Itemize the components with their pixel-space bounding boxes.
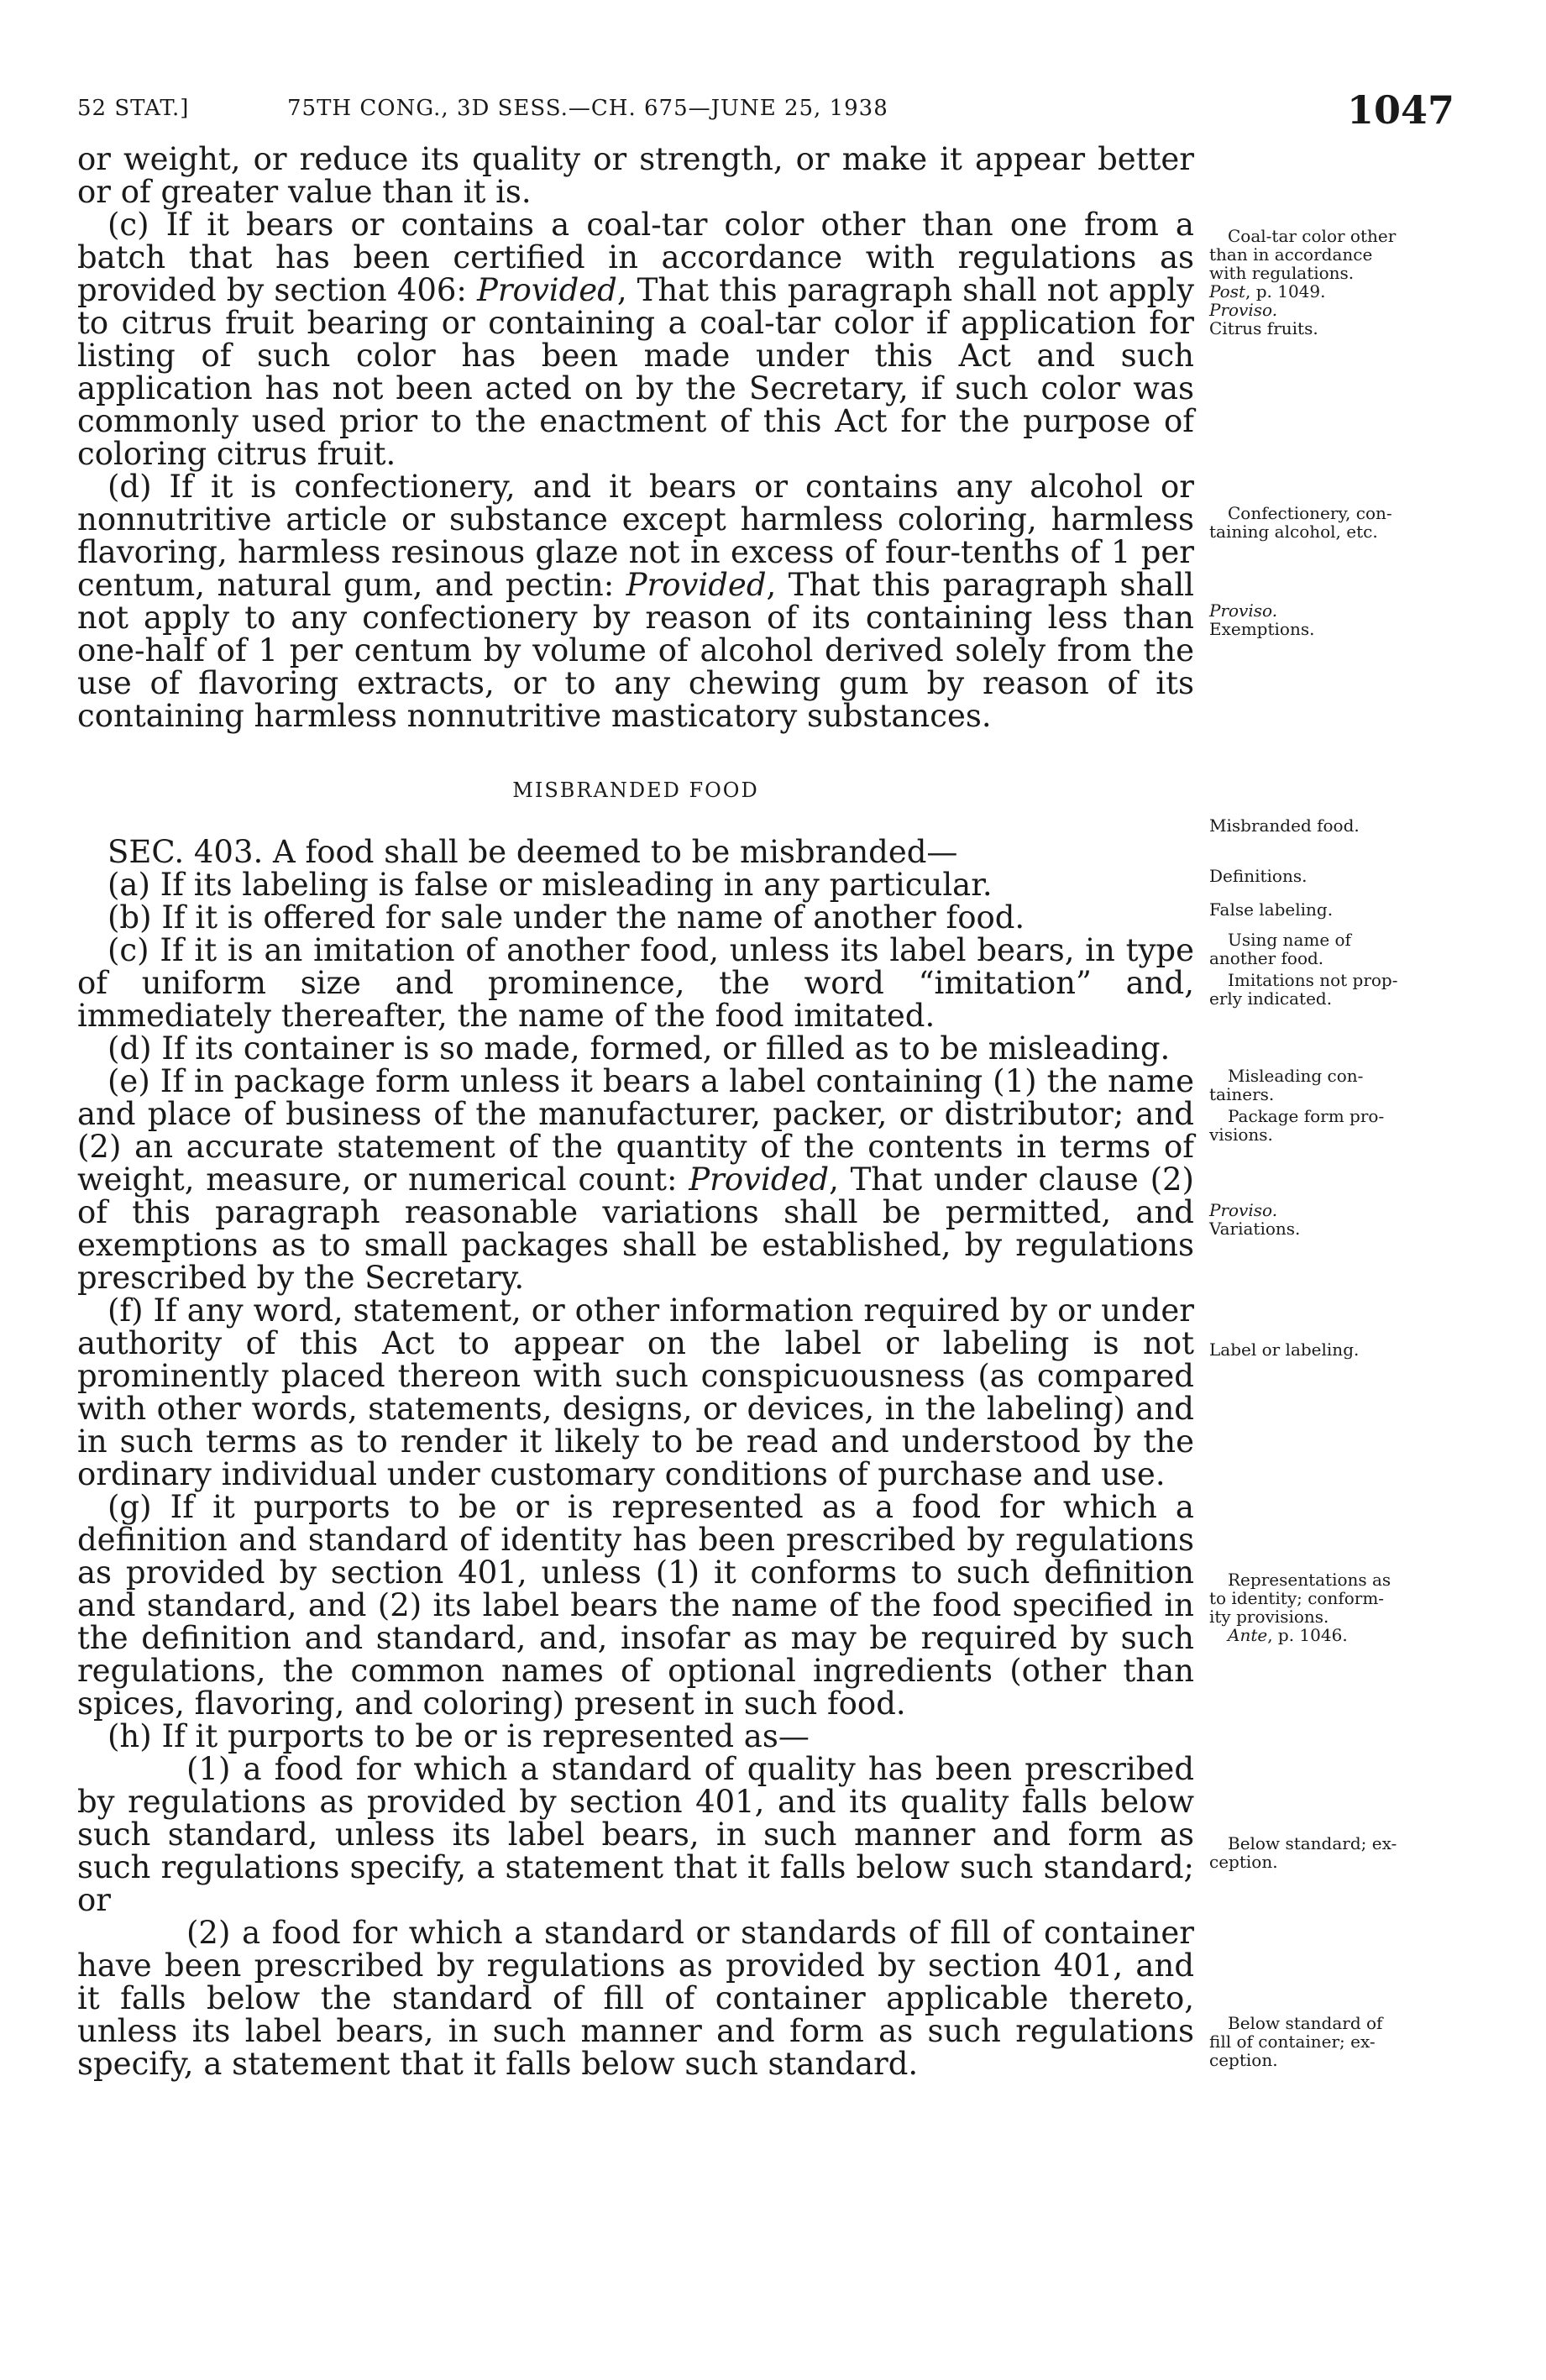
proviso-word: Provided [476, 272, 617, 308]
note-proviso-variations: Proviso. Variations. [1209, 1200, 1301, 1239]
main-text [77, 143, 1194, 2080]
paragraph-d-confectionery: (d) If it is confectionery, and it bears or contains any alcohol or nonnutritive article or substance except harmless coloring, harmless flavoring, harmless resinous glaze not in excess of four-tenths of 1 per centum, natural gum, and pectin: Provided, That this paragraph shall not apply to any confectionery by reason of its containing less than one-half of 1 per centum by volume of alcohol derived solely from the use of flavoring extracts, or to any chewing gum by reason of its containing harmless nonnutritive masticatory substances. [77, 469, 1194, 734]
note-representations: Representations as to identity; conform- ity provisions. Ante, p. 1046. [1209, 1570, 1391, 1645]
note-misleading-containers: Misleading con- tainers. [1209, 1066, 1364, 1104]
clause-d: (d) If its container is so made, formed, or filled as to be misleading. [107, 1030, 1171, 1067]
note-false-labeling: False labeling. [1209, 899, 1334, 920]
note-imitations: Imitations not prop- erly indicated. [1209, 970, 1398, 1009]
section-label: SEC. 403. [107, 834, 264, 870]
note-proviso-exemptions: Proviso. Exemptions. [1209, 600, 1315, 639]
note-below-standard-fill: Below standard of fill of container; ex- ception. [1209, 2013, 1383, 2070]
paragraph-c-coal-tar: (c) If it bears or contains a coal-tar color other than one from a batch that has been certified in accordance with regulations as provided by section 406: Provided, That this paragraph shall not apply to citrus fruit bearing or containing a coal-tar color if application for listing of such color has been made under this Act and such application has not been acted on by the Secretary, if such color was commonly used prior to the enactment of this Act for the purpose of coloring citrus fruit. [77, 207, 1195, 472]
running-header [77, 87, 1454, 138]
cross-reference: Post [1209, 281, 1245, 301]
clause-h-1: (1) a food for which a standard of quality has been prescribed by regulations as provided by section 401, and its quality falls below such standard, unless its label bears, in such manner and form as such regulations specify, a statement that it falls below such standard; or [77, 1751, 1194, 1918]
clause-h: (h) If it purports to be or is represented as— [107, 1718, 810, 1754]
section-403-intro: SEC. 403. A food shall be deemed to be misbranded— [107, 834, 958, 870]
cross-reference: Ante [1228, 1625, 1268, 1645]
paragraph-continuation: or weight, or reduce its quality or strength, or make it appear better or of greater value than it is. [77, 141, 1194, 210]
session-chapter-date: 75TH CONG., 3D SESS.—CH. 675—JUNE 25, 1938 [287, 96, 888, 121]
page-number: 1047 [1346, 87, 1454, 133]
clause-e: (e) If in package form unless it bears a label containing (1) the name and place of business of the manufacturer, packer, or distributor; and (2) an accurate statement of the quantity of the contents in terms of weight, measure, or numerical count: Provided, That under clause (2) of this paragraph reasonable variations shall be permitted, and exemptions as to small packages shall be established, by regulations prescribed by the Secretary. [77, 1063, 1194, 1296]
clause-f: (f) If any word, statement, or other information required by or under authority of this Act to appear on the label or labeling is not prominently placed thereon with such conspicuousness (as compared with other words, statements, designs, or devices, in the labeling) and in such terms as to render it likely to be read and understood by the ordinary individual under customary conditions of purchase and use. [77, 1292, 1194, 1492]
note-below-standard: Below standard; ex- ception. [1209, 1833, 1397, 1872]
note-label-labeling: Label or labeling. [1209, 1339, 1360, 1360]
proviso-word: Provided [689, 1161, 830, 1198]
note-confectionery: Confectionery, con- taining alcohol, etc. [1209, 503, 1392, 542]
clause-h-2: (2) a food for which a standard or standards of fill of container have been prescribed by regulations as provided by section 401, and it falls below the standard of fill of container applicable thereto, unless its label bears, in such manner and form as such regulations specify, a statement that it falls below such standard. [77, 1915, 1194, 2082]
note-coal-tar: Coal-tar color other than in accordance with regulations. Post, p. 1049. Proviso. Citrus fruits. [1209, 226, 1397, 338]
clause-g: (g) If it purports to be or is represented as a food for which a definition and standard of identity has been prescribed by regulations as provided by section 401, unless (1) it conforms to such definition and standard, and (2) its label bears the name of the food specified in the definition and standard, and, insofar as may be required by such regulations, the common names of optional ingredients (other than spices, flavoring, and coloring) present in such food. [77, 1489, 1194, 1722]
proviso-word: Provided [626, 567, 767, 603]
note-package-form: Package form pro- visions. [1209, 1106, 1385, 1145]
statute-reference: 52 STAT.] [77, 96, 190, 121]
note-using-name: Using name of another food. [1209, 930, 1351, 968]
note-definitions: Definitions. [1209, 866, 1308, 886]
clause-b: (b) If it is offered for sale under the name of another food. [107, 899, 1025, 936]
clause-a: (a) If its labeling is false or misleading in any particular. [107, 867, 993, 903]
clause-c: (c) If it is an imitation of another food, unless its label bears, in type of uniform size and prominence, the word “imitation” and, immediately thereafter, the name of the food imitated. [77, 932, 1194, 1034]
note-misbranded: Misbranded food. [1209, 815, 1360, 836]
section-heading: MISBRANDED FOOD [512, 778, 759, 802]
